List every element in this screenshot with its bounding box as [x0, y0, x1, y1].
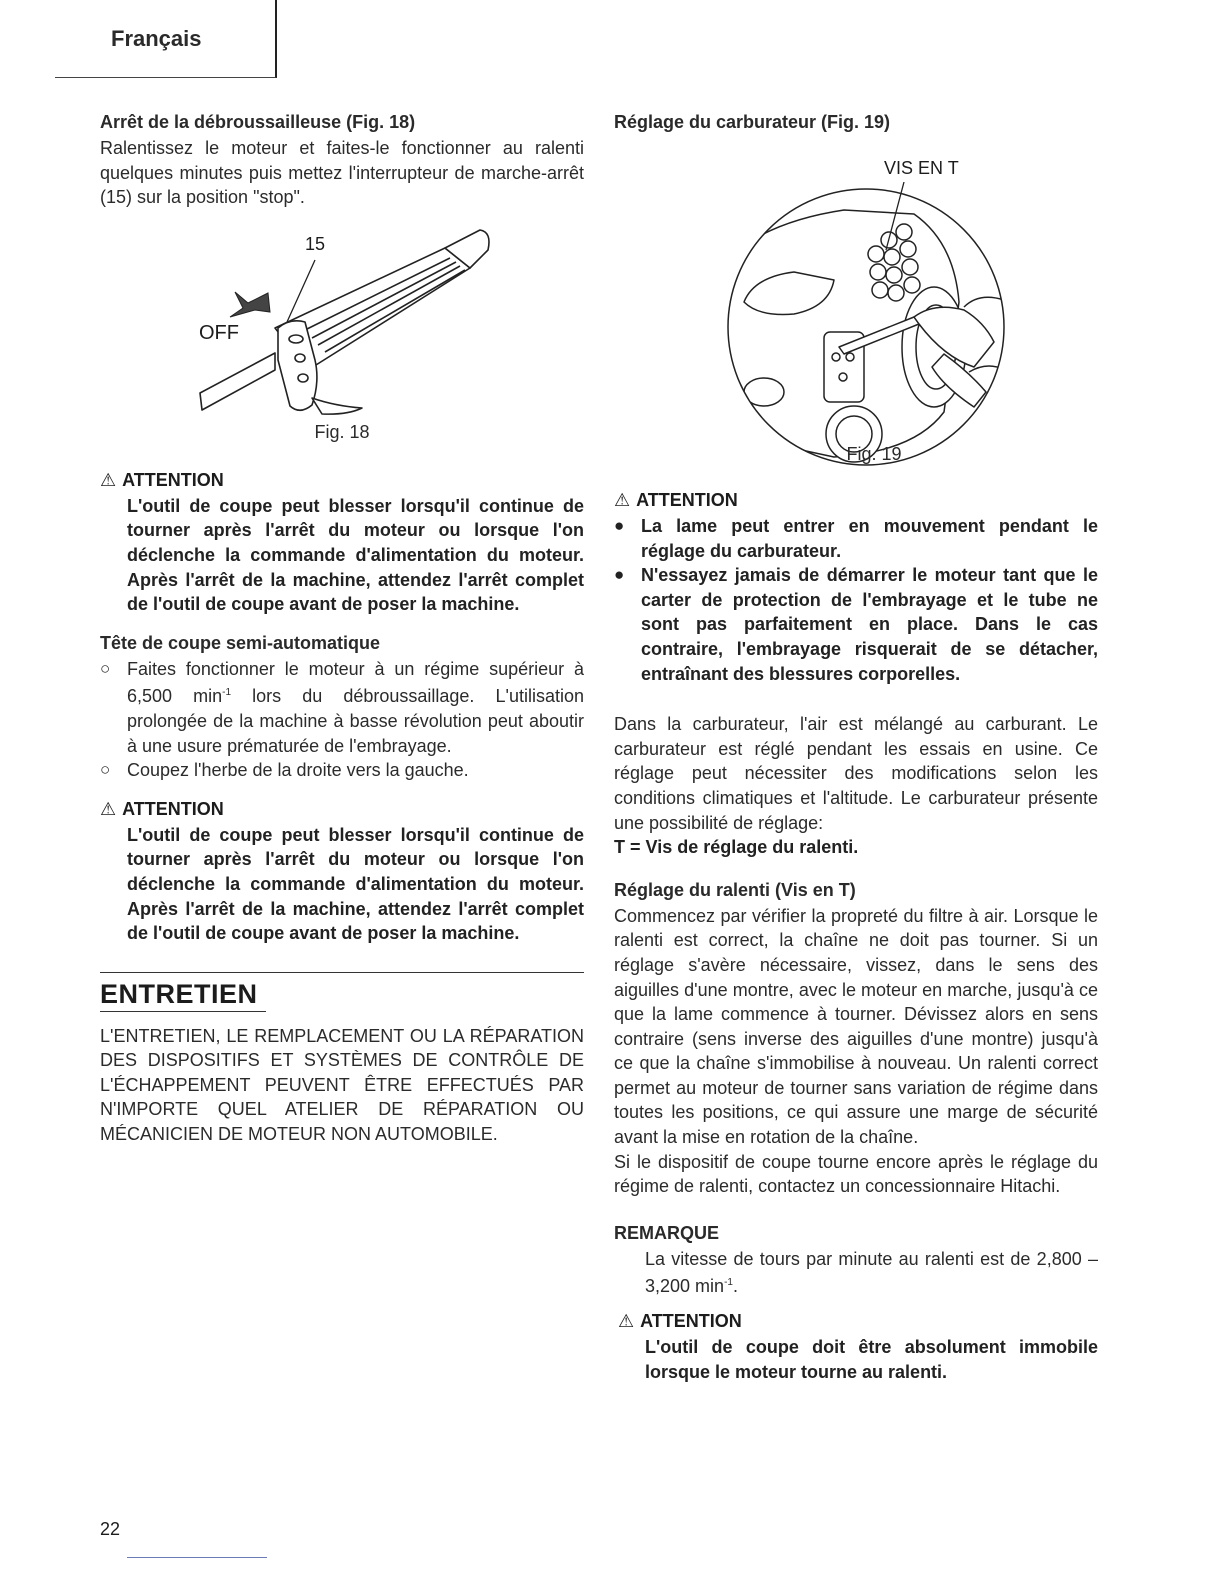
- attention-text-2: L'outil de coupe peut blesser lorsqu'il continue de tourner après l'arrêt du moteur ou lorsque l'on déclenche la commande d'alimentation du moteur. Après l'arrêt de la machine, attendez l'arrêt complet de l'outil de coupe avant de poser la machine.: [127, 824, 584, 944]
- fig18-caption: Fig. 18: [314, 421, 370, 442]
- semi-auto-item-1: ○ Faites fonctionner le moteur à un régime supérieur à 6,500 $\min^{-1}$ lors du débroussaillage. L'utilisation prolongée de la machine à basse révolution peut aboutir à une usure prématurée de l'embrayage.: [100, 658, 584, 756]
- carb-description: Dans la carburateur, l'air est mélangé au carburant. Le carburateur est réglé pendant les essais en usine. Ce réglage peut nécessiter des modifications selon les conditions climatiques et l'altitude. Le carburateur présente une possibilité de réglage:: [614, 714, 1098, 833]
- stop-section-title: Arrêt de la débroussailleuse (Fig. 18): [100, 112, 416, 132]
- attention-block-2: [100, 797, 584, 946]
- stop-section-text: Ralentissez le moteur et faites-le fonctionner au ralenti quelques minutes puis mettez l'interrupteur de marche-arrêt (15) sur la position "stop".: [100, 138, 584, 208]
- warning-triangle-icon: ⚠: [618, 1311, 635, 1332]
- attention-title-2: ⚠ ATTENTION: [100, 798, 224, 819]
- warning-triangle-icon: ⚠: [100, 469, 117, 490]
- filled-bullet-icon: ●: [614, 565, 625, 585]
- semi-auto-title: Tête de coupe semi-automatique: [100, 632, 381, 653]
- entretien-title: ENTRETIEN: [100, 972, 584, 1009]
- language-label: Français: [111, 26, 202, 51]
- fig18-illustration: [100, 210, 584, 424]
- attention-text-1: L'outil de coupe peut blesser lorsqu'il continue de tourner après l'arrêt du moteur ou lorsque l'on déclenche la commande d'alimentation du moteur. Après l'arrêt de la machine, attendez l'arrêt complet de l'outil de coupe avant de poser la machine.: [127, 495, 584, 615]
- remarque-text: La vitesse de tours par minute au ralenti est de 2,800 – 3,200 $\min^{-1}$.: [645, 1248, 1098, 1297]
- ralenti-title: Réglage du ralenti (Vis en T): [614, 879, 856, 900]
- semi-auto-item-2: ○ Coupez l'herbe de la droite vers la gauche.: [100, 758, 584, 783]
- fig19-illustration: [614, 182, 1098, 482]
- fig18-label-15: 15: [305, 233, 326, 254]
- carb-section-title: Réglage du carburateur (Fig. 19): [614, 112, 891, 132]
- fig18-figure: [100, 210, 584, 456]
- entretien-underline: [100, 1011, 266, 1012]
- attention-block-3: [614, 488, 1098, 686]
- ralenti-text-2: Si le dispositif de coupe tourne encore après le réglage du régime de ralenti, contactez un concessionnaire Hitachi.: [614, 1151, 1098, 1197]
- entretien-text: L'ENTRETIEN, LE REMPLACEMENT OU LA RÉPARATION DES DISPOSITIFS ET SYSTÈMES DE CONTRÔLE DE L'ÉCHAPPEMENT PEUVENT ÊTRE EFFECTUÉS PAR N'IMPORTE QUEL ATELIER DE RÉPARATION OU MÉCANICIEN DE MOTEUR NON AUTOMOBILE.: [100, 1025, 584, 1145]
- warning-triangle-icon: ⚠: [100, 798, 117, 819]
- filled-bullet-icon: ●: [614, 516, 625, 535]
- language-tab: [55, 0, 277, 78]
- attention-block-4: [614, 1309, 1098, 1384]
- attention-title-4: ⚠ ATTENTION: [618, 1311, 742, 1332]
- remarque-title: REMARQUE: [614, 1222, 720, 1243]
- circle-bullet-icon: ○: [100, 658, 111, 678]
- carb-t-screw-note: T = Vis de réglage du ralenti.: [614, 837, 859, 858]
- semi-auto-list: [100, 657, 584, 783]
- warning-triangle-icon: ⚠: [614, 490, 631, 510]
- left-column: [100, 110, 584, 1147]
- attention-block-1: [100, 468, 584, 617]
- attention-item-1: ● La lame peut entrer en mouvement pendant le réglage du carburateur.: [614, 516, 1098, 561]
- attention-title-1: ⚠ ATTENTION: [100, 469, 224, 490]
- right-column: [614, 110, 1098, 1384]
- circle-bullet-icon: ○: [100, 760, 111, 780]
- attention-list-3: [614, 514, 1098, 686]
- fig19-caption: Fig. 19: [846, 444, 902, 464]
- bottom-rule: [127, 1557, 267, 1558]
- fig18-label-off: OFF: [199, 321, 239, 344]
- fig19-figure: [614, 136, 1098, 476]
- ralenti-text-1: Commencez par vérifier la propreté du filtre à air. Lorsque le ralenti est correct, la chaîne ne doit pas tourner. Si un réglage s'avère nécessaire, vissez, dans le sens des aiguilles d'une montre, avec le moteur en marche, jusqu'à ce que la lame commence à tourner. Dévissez alors en sens contraire (sens inverse des aiguilles d'une montre) jusqu'à ce que la chaîne s'immobilise à nouveau. Un ralenti correct permet au moteur de tourner sans variation de régime dans toutes les positions, ce qui assure une marge de sécurité avant la mise en rotation de la chaîne.: [614, 905, 1098, 1148]
- attention-text-4: L'outil de coupe doit être absolument immobile lorsque le moteur tourne au ralenti.: [645, 1337, 1098, 1382]
- entretien-section: [100, 972, 584, 1147]
- fig19-label: VIS EN T: [884, 158, 959, 178]
- attention-title-3: ⚠ ATTENTION: [614, 490, 738, 510]
- page-number: 22: [100, 1519, 121, 1539]
- attention-item-2: ● N'essayez jamais de démarrer le moteur tant que le carter de protection de l'embrayage et le tube ne sont pas parfaitement en place. Dans le cas contraire, l'embrayage risquerait de se détacher, entraînant des blessures corporelles.: [614, 565, 1098, 684]
